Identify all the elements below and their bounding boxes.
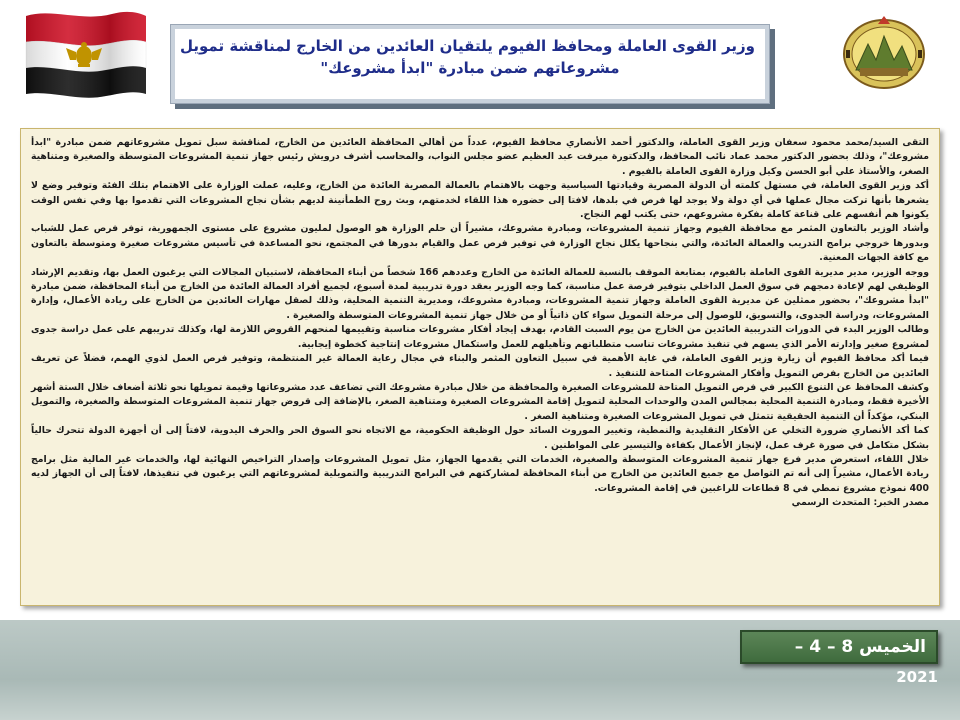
fayoum-emblem-icon (838, 14, 930, 94)
article-paragraph: التقى السيد/محمد محمود سعفان وزير القوى العاملة، والدكتور أحمد الأنصاري محافظ الفيوم، عدداً من أهالي المحافظة العائدين من الخارج، لمناقشة سبل تمويل مشروعاتهم ضمن مبادرة "ابدأ مشروعك"، وذلك بحضور الدكتور محمد عماد نائب المحافظ، والدكتورة ميرفت عبد العظيم عضو مجلس النواب، والمحاسب أشرف درويش رئيس جهاز تنمية المشروعات المتوسطة والصغيرة ومتناهية الصغر، والأستاذ علي أبو الحسن وكيل وزارة القوى العاملة بالفيوم . (31, 137, 929, 177)
date-badge: الخميس 8 – 4 – (740, 630, 938, 664)
article-paragraph: فيما أكد محافظ الفيوم أن زيارة وزير القوى العاملة، في غاية الأهمية في سبيل التعاون المثمر والبناء في مجال رعاية العمالة غير المنتظمة، وتوفير فرص العمل لذوي الهمم، فضلاً عن تعريف العائدين من الخارج بفرص التمويل وأفكار المشروعات المتاحة للتنفيذ . (31, 353, 929, 379)
article-paragraph: وكشف المحافظ عن التنوع الكبير في فرص التمويل المتاحة للمشروعات الصغيرة والمحافظة من خلال مبادرة مشروعك التي تضاعف عدد مشروعاتها وقيمة تمويلها نحو ثلاثة أضعاف خلال الستة أشهر الأخيرة فقط، ومبادرة التنمية المحلية بمجالس المدن والوحدات المحلية لتمويل إقامة المشروعات الصغيرة ومتناهية الصغر، بالإضافة إلى قروض جهاز تنمية المشروعات المتوسطة والصغيرة، والتمويل البنكي، مؤكداً أن التنمية الحقيقية تتمثل في تمويل المشروعات الصغيرة ومتناهية الصغر . (31, 381, 929, 422)
headline-line-2: مشروعاتهم ضمن مبادرة "ابدأ مشروعك" (320, 59, 620, 77)
article-paragraph: ووجه الوزير، مدير مديرية القوى العاملة بالفيوم، بمتابعة الموقف بالنسبة للعمالة العائدة من الخارج وعددهم 166 شخصاً من أبناء المحافظة، لاستبيان المجالات التي يرغبون العمل بها، وتقديم الإرشاد الوظيفي لهم لإعادة دمجهم في سوق العمل الداخلي بتوفير فرصة عمل مناسبة، كما وجه الوزير بعقد دورة تدريبية لمدة أسبوع، لجميع أفراد العمالة العائدة من الخارج من أبناء المحافظة، ضمن مبادرة "ابدأ مشروعك"، بحضور ممثلين عن مديرية القوى العاملة وجهاز تنمية المشروعات، ومبادرة مشروعك، ومديرية التنمية المحلية، وذلك لصقل مهارات العائدين من الخارج على ريادة الأعمال، وإدارة المشروعات، ودراسة الجدوى، والتسويق، للوصول إلى مرحلة التمويل سواء كان ذاتياً أو من خلال جهاز تنمية المشروعات المتوسطة والصغيرة . (31, 266, 929, 321)
article-paragraph: وأشاد الوزير بالتعاون المثمر مع محافظة الفيوم وجهاز تنمية المشروعات، ومبادرة مشروعك، مشيراً أن حلم الوزارة هو الوصول لمليون مشروع على مستوى الجمهورية، توفر فرص عمل للشباب وبدورها خروجي برامج التدريب والعمالة العائدة، والتي بنجاحها يكلل نجاح الوزارة في توفير فرص عمل والقيام بدورها في المجتمع، نحو المساعدة في تأسيس مشروعات صغيرة ومتوسطة بالتعاون مع كافة الجهات المعنية. (31, 223, 929, 264)
article-paragraph: أكد وزير القوى العاملة، في مستهل كلمته أن الدولة المصرية وقيادتها السياسية وجهت بالاهتمام بالعمالة المصرية العائدة من الخارج، وعليه، عملت الوزارة على الاهتمام بتلك الفئة وتوفير وضع لا يشعرها بأنها تركت مجال عملها في أي دولة ولا يوجد لها فرص في بلدها، لافتا إلى حضوره هذا اللقاء لخدمتهم، وبث روح الطمأنينة لديهم بشأن نجاح المشروعات التي تقدموا بها وفي نفس الوقت يكونوا هم أنفسهم على قناعة كاملة بفكرة مشروعهم، حتى يكتب لهم النجاح. (31, 180, 929, 221)
article-body (20, 128, 940, 606)
news-source: مصدر الخبر: المتحدث الرسمي (791, 497, 929, 509)
article-paragraph: كما أكد الأنصاري ضرورة التخلي عن الأفكار التقليدية والنمطية، وتغيير الموروث السائد حول الوظيفة الحكومية، مع الاتجاه نحو السوق الحر والحرف اليدوية، لافتاً إلى أن أجهزة الدولة تتحرك حالياً بشكل متكامل في صورة غرف عمل، لإنجاز الأعمال بكفاءة والتيسير على المواطنين . (31, 425, 929, 451)
article-paragraph: وطالب الوزير البدء في الدورات التدريبية العائدين من الخارج من يوم السبت القادم، بهدف إيجاد أفكار مشروعات مناسبة وتقييمها لمنحهم القروض اللازمة لها، وكذلك تدريبهم على عمل دراسة جدوى لمشروع صغير وإدارته الأمر الذي يسهم في تنفيذ مشروعات تناسب متطلباتهم وتأهيلهم للعمل واستكمال مشروعات إنتاجية كخطوة إيجابية. (31, 324, 929, 350)
article-paragraph: خلال اللقاء، استعرض مدير فرع جهاز تنمية المشروعات المتوسطة والصغيرة، الخدمات التي يقدمها الجهاز، مثل تمويل المشروعات وإصدار التراخيص النهائية لها، والخدمات غير المالية مثل برامج ريادة الأعمال، مشيراً إلى أنه تم التواصل مع جميع العائدين من الخارج من أبناء المحافظة لمشاركتهم في البرامج التدريبية والتمويلية لمشروعاتهم التي يرغبون في تنفيذها، لافتاً إلى أن الجهاز لديه 400 نموذج مشروع نمطي في 8 قطاعات للراغبين في إقامة المشروعات. (31, 453, 929, 494)
headline-box (170, 24, 770, 104)
headline-line-1: وزير القوى العاملة ومحافظ الفيوم يلتقيان العائدين من الخارج لمناقشة تمويل (180, 37, 755, 55)
egypt-flag-icon (22, 8, 150, 100)
year-label: 2021 (896, 668, 938, 686)
